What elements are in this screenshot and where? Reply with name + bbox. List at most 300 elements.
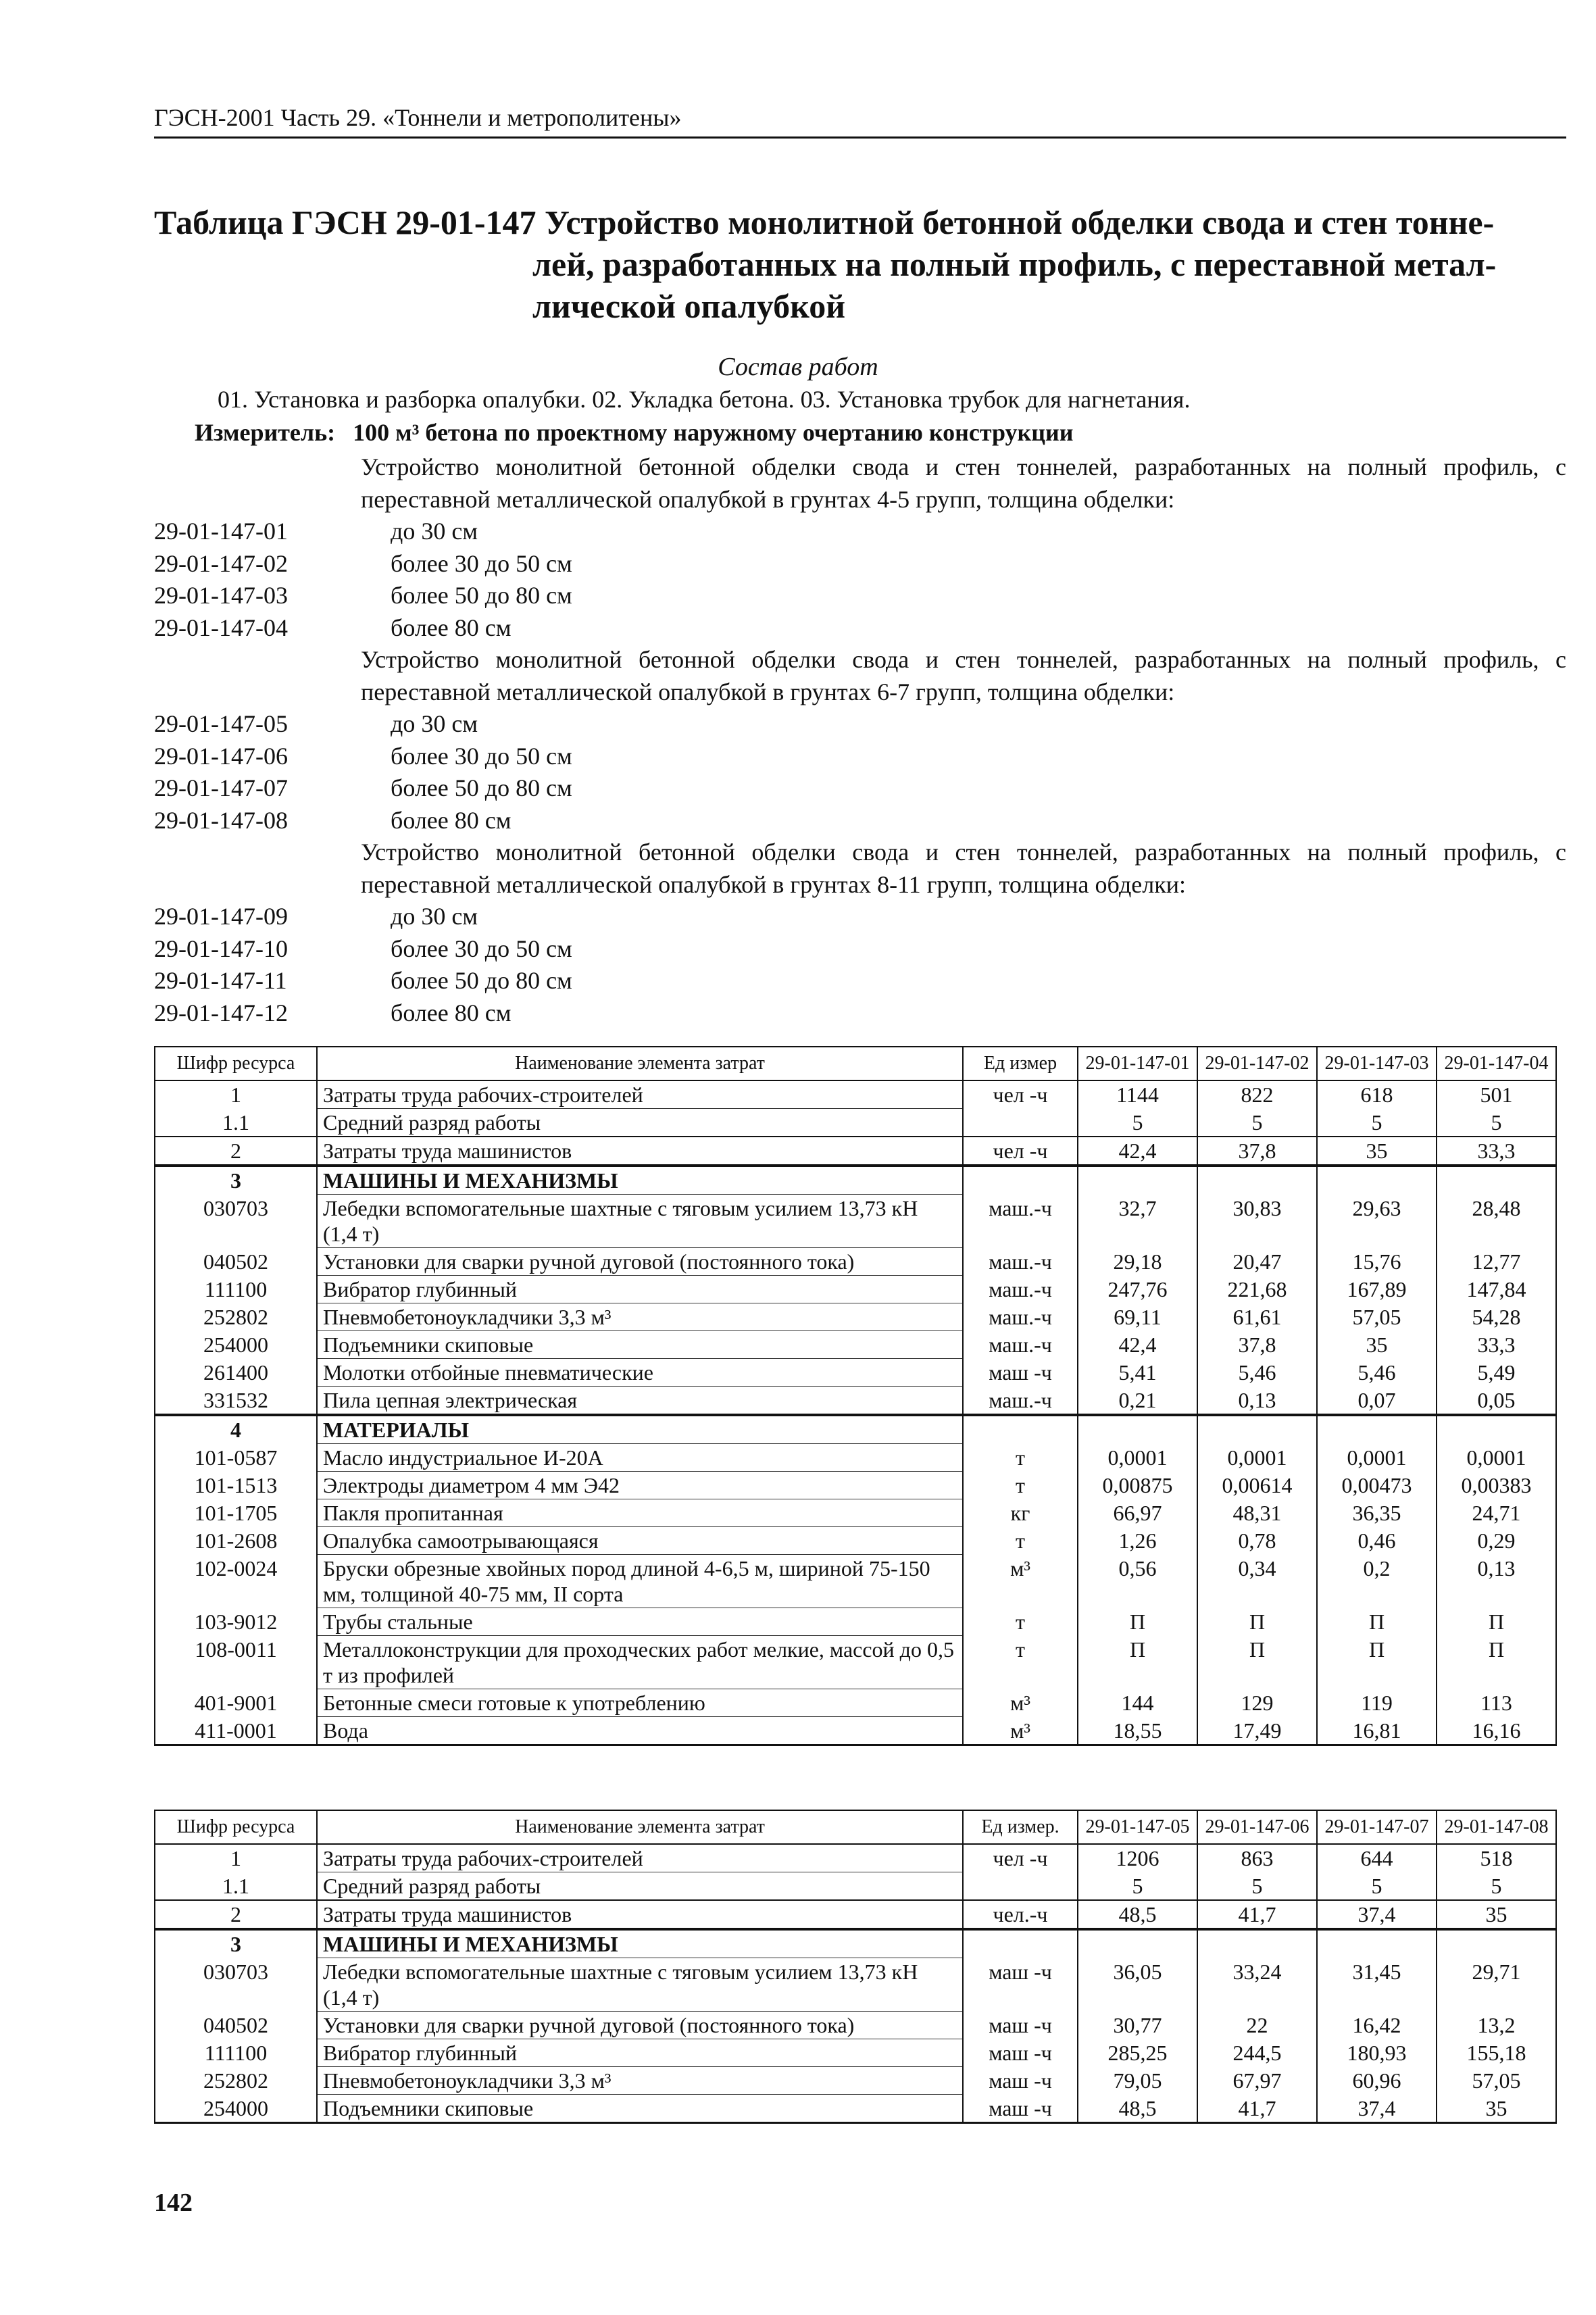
table-row xyxy=(155,1958,1556,2012)
cell-name: Опалубка самоотрывающаяся xyxy=(317,1527,963,1555)
cell-name: Лебедки вспомогательные шахтные с тяговым усилием 13,73 кН (1,4 т) xyxy=(317,1195,963,1248)
cell-value: 37,4 xyxy=(1317,1900,1437,1929)
cell-value: 33,3 xyxy=(1437,1331,1556,1359)
cell-value: 5,46 xyxy=(1317,1359,1437,1387)
cell-value: 16,42 xyxy=(1317,2012,1437,2039)
cell-value: 35 xyxy=(1317,1137,1437,1166)
cell-code: 401-9001 xyxy=(155,1689,317,1717)
cell-value: 822 xyxy=(1197,1080,1317,1109)
cell-name: Электроды диаметром 4 мм Э42 xyxy=(317,1472,963,1499)
col-header-unit: Ед измер. xyxy=(963,1810,1078,1844)
norm-code-row xyxy=(154,965,1566,997)
norm-desc: более 50 до 80 см xyxy=(391,967,572,994)
cell-name: Установки для сварки ручной дуговой (постоянного тока) xyxy=(317,1248,963,1276)
col-header-norm: 29-01-147-07 xyxy=(1317,1810,1437,1844)
cell-code: 1.1 xyxy=(155,1872,317,1901)
cell-unit: т xyxy=(963,1636,1078,1689)
cell-name: Вибратор глубинный xyxy=(317,2039,963,2067)
work-composition-items: 01. Установка и разборка опалубки. 02. Укладка бетона. 03. Установка трубок для нагнетания. xyxy=(218,386,1191,413)
cell-unit: маш -ч xyxy=(963,2012,1078,2039)
cell-value: 61,61 xyxy=(1197,1303,1317,1331)
cell-value: 180,93 xyxy=(1317,2039,1437,2067)
cell-value: 54,28 xyxy=(1437,1303,1556,1331)
table-row xyxy=(155,1689,1556,1717)
cell-value: П xyxy=(1317,1636,1437,1689)
cell-code: 4 xyxy=(155,1415,317,1444)
cell-code: 1.1 xyxy=(155,1109,317,1137)
cell-code: 101-2608 xyxy=(155,1527,317,1555)
cell-unit xyxy=(963,1929,1078,1958)
cell-value: 41,7 xyxy=(1197,1900,1317,1929)
cell-code: 040502 xyxy=(155,1248,317,1276)
cell-value: 129 xyxy=(1197,1689,1317,1717)
cell-value: 32,7 xyxy=(1078,1195,1197,1248)
norm-code: 29-01-147-03 xyxy=(154,582,288,609)
cell-value: 155,18 xyxy=(1437,2039,1556,2067)
cell-value: 5 xyxy=(1437,1109,1556,1137)
norm-code-row xyxy=(154,548,1566,580)
cell-code: 030703 xyxy=(155,1195,317,1248)
norm-code-row xyxy=(154,997,1566,1030)
cell-value: 1206 xyxy=(1078,1844,1197,1872)
norm-desc: более 80 см xyxy=(391,999,512,1026)
cell-value: 5 xyxy=(1317,1872,1437,1901)
cell-code: 2 xyxy=(155,1900,317,1929)
cell-name: Подъемники скиповые xyxy=(317,1331,963,1359)
cell-value: 16,81 xyxy=(1317,1717,1437,1745)
norm-code: 29-01-147-02 xyxy=(154,549,288,577)
cell-value: 1,26 xyxy=(1078,1527,1197,1555)
norm-code: 29-01-147-06 xyxy=(154,742,288,770)
table-row xyxy=(155,1444,1556,1472)
cell-unit: т xyxy=(963,1527,1078,1555)
cell-value: 33,24 xyxy=(1197,1958,1317,2012)
cell-code: 1 xyxy=(155,1844,317,1872)
resource-table-2 xyxy=(154,1810,1557,2124)
cell-value: 13,2 xyxy=(1437,2012,1556,2039)
cell-value: 1144 xyxy=(1078,1080,1197,1109)
cell-value xyxy=(1437,1929,1556,1958)
cell-value: 20,47 xyxy=(1197,1248,1317,1276)
table-row xyxy=(155,2039,1556,2067)
group-intro: Устройство монолитной бетонной обделки свода и стен тоннелей, разработанных на полный профиль, с переставной металлической опалубкой в грунтах 6-7 групп, толщина обделки: xyxy=(361,646,1566,705)
table-row xyxy=(155,2067,1556,2095)
cell-unit: м³ xyxy=(963,1689,1078,1717)
cell-value: 5,49 xyxy=(1437,1359,1556,1387)
table-title xyxy=(154,201,1573,327)
cell-value: П xyxy=(1197,1608,1317,1636)
cell-value: 37,4 xyxy=(1317,2095,1437,2123)
cell-value: 12,77 xyxy=(1437,1248,1556,1276)
table-row xyxy=(155,1109,1556,1137)
cell-value: 0,00614 xyxy=(1197,1472,1317,1499)
cell-unit: чел -ч xyxy=(963,1080,1078,1109)
table-title-line2: лей, разработанных на полный профиль, с переставной метал- xyxy=(532,245,1497,283)
cell-unit xyxy=(963,1872,1078,1901)
cell-value: 147,84 xyxy=(1437,1276,1556,1303)
cell-name: Молотки отбойные пневматические xyxy=(317,1359,963,1387)
group-intro: Устройство монолитной бетонной обделки свода и стен тоннелей, разработанных на полный профиль, с переставной металлической опалубкой в грунтах 8-11 групп, толщина обделки: xyxy=(361,839,1566,898)
cell-name: Средний разряд работы xyxy=(317,1872,963,1901)
col-header-norm: 29-01-147-04 xyxy=(1437,1047,1556,1080)
table-title-label: Таблица ГЭСН 29-01-147 xyxy=(154,203,537,241)
norm-desc: до 30 см xyxy=(391,903,478,930)
cell-value: 41,7 xyxy=(1197,2095,1317,2123)
cell-value: П xyxy=(1437,1608,1556,1636)
cell-value: 60,96 xyxy=(1317,2067,1437,2095)
cell-code: 040502 xyxy=(155,2012,317,2039)
table-row xyxy=(155,1415,1556,1444)
cell-value: 16,16 xyxy=(1437,1717,1556,1745)
table-header-row xyxy=(155,1810,1556,1844)
cell-unit: м³ xyxy=(963,1555,1078,1608)
col-header-name: Наименование элемента затрат xyxy=(317,1810,963,1844)
col-header-norm: 29-01-147-05 xyxy=(1078,1810,1197,1844)
page-number: 142 xyxy=(154,2189,193,2217)
table-row xyxy=(155,1331,1556,1359)
cell-value: 0,0001 xyxy=(1197,1444,1317,1472)
cell-value: 57,05 xyxy=(1437,2067,1556,2095)
cell-name: МАШИНЫ И МЕХАНИЗМЫ xyxy=(317,1929,963,1958)
cell-code: 254000 xyxy=(155,1331,317,1359)
cell-value: 247,76 xyxy=(1078,1276,1197,1303)
cell-value: П xyxy=(1078,1608,1197,1636)
cell-code: 111100 xyxy=(155,2039,317,2067)
col-header-norm: 29-01-147-01 xyxy=(1078,1047,1197,1080)
norm-desc: более 80 см xyxy=(391,614,512,641)
cell-name: Металлоконструкции для проходческих работ мелкие, массой до 0,5 т из профилей xyxy=(317,1636,963,1689)
cell-value: 0,34 xyxy=(1197,1555,1317,1608)
col-header-norm: 29-01-147-02 xyxy=(1197,1047,1317,1080)
cell-name: Бетонные смеси готовые к употреблению xyxy=(317,1689,963,1717)
norm-code-row xyxy=(154,741,1566,773)
cell-value: 79,05 xyxy=(1078,2067,1197,2095)
cell-name: Затраты труда рабочих-строителей xyxy=(317,1844,963,1872)
cell-value: 37,8 xyxy=(1197,1331,1317,1359)
cell-code: 2 xyxy=(155,1137,317,1166)
cell-value xyxy=(1078,1929,1197,1958)
cell-value: П xyxy=(1437,1636,1556,1689)
norm-codes-list xyxy=(154,451,1566,1029)
cell-value: 24,71 xyxy=(1437,1499,1556,1527)
col-header-unit: Ед измер xyxy=(963,1047,1078,1080)
cell-value: 5 xyxy=(1437,1872,1556,1901)
cell-value xyxy=(1317,1929,1437,1958)
norm-desc: более 30 до 50 см xyxy=(391,742,572,770)
cell-value: 285,25 xyxy=(1078,2039,1197,2067)
meter-line xyxy=(195,416,1074,449)
cell-value: 0,05 xyxy=(1437,1387,1556,1416)
norm-desc: более 30 до 50 см xyxy=(391,935,572,962)
cell-value xyxy=(1437,1415,1556,1444)
cell-value: 0,78 xyxy=(1197,1527,1317,1555)
cell-name: Вибратор глубинный xyxy=(317,1276,963,1303)
cell-code: 108-0011 xyxy=(155,1636,317,1689)
cell-value: 29,63 xyxy=(1317,1195,1437,1248)
cell-value: 863 xyxy=(1197,1844,1317,1872)
cell-value: 28,48 xyxy=(1437,1195,1556,1248)
norm-code: 29-01-147-04 xyxy=(154,614,288,641)
table-row xyxy=(155,1166,1556,1195)
cell-name: МАТЕРИАЛЫ xyxy=(317,1415,963,1444)
cell-name: МАШИНЫ И МЕХАНИЗМЫ xyxy=(317,1166,963,1195)
table-row xyxy=(155,1872,1556,1901)
cell-code: 101-1513 xyxy=(155,1472,317,1499)
cell-code: 252802 xyxy=(155,1303,317,1331)
cell-value: 5,46 xyxy=(1197,1359,1317,1387)
table-row xyxy=(155,1636,1556,1689)
cell-name: Бруски обрезные хвойных пород длиной 4-6,5 м, шириной 75-150 мм, толщиной 40-75 мм, II сорта xyxy=(317,1555,963,1608)
work-composition-heading: Состав работ xyxy=(718,353,878,381)
cell-value: 5,41 xyxy=(1078,1359,1197,1387)
cell-value: 18,55 xyxy=(1078,1717,1197,1745)
cell-unit: маш -ч xyxy=(963,2095,1078,2123)
cell-value: 35 xyxy=(1317,1331,1437,1359)
resource-table-1 xyxy=(154,1046,1557,1746)
cell-value: 0,2 xyxy=(1317,1555,1437,1608)
cell-unit: маш -ч xyxy=(963,2067,1078,2095)
cell-name: Подъемники скиповые xyxy=(317,2095,963,2123)
cell-value: 113 xyxy=(1437,1689,1556,1717)
norm-code-row xyxy=(154,516,1566,548)
cell-value: 31,45 xyxy=(1317,1958,1437,2012)
cell-value: 48,5 xyxy=(1078,2095,1197,2123)
cell-unit: маш.-ч xyxy=(963,1303,1078,1331)
meter-value: 100 м³ бетона по проектному наружному очертанию конструкции xyxy=(353,419,1074,446)
table-row xyxy=(155,1276,1556,1303)
col-header-name: Наименование элемента затрат xyxy=(317,1047,963,1080)
cell-unit: маш.-ч xyxy=(963,1195,1078,1248)
cell-unit: чел -ч xyxy=(963,1844,1078,1872)
norm-code-row xyxy=(154,901,1566,933)
cell-unit xyxy=(963,1109,1078,1137)
cell-value: 0,0001 xyxy=(1437,1444,1556,1472)
cell-value: 0,21 xyxy=(1078,1387,1197,1416)
cell-unit: маш -ч xyxy=(963,1359,1078,1387)
cell-unit: т xyxy=(963,1608,1078,1636)
cell-value: 119 xyxy=(1317,1689,1437,1717)
norm-code: 29-01-147-09 xyxy=(154,903,288,930)
cell-code: 331532 xyxy=(155,1387,317,1416)
table-row xyxy=(155,1472,1556,1499)
cell-value: 35 xyxy=(1437,2095,1556,2123)
table-row xyxy=(155,1195,1556,1248)
norm-code-row xyxy=(154,933,1566,966)
norm-desc: до 30 см xyxy=(391,710,478,737)
cell-value: 0,00473 xyxy=(1317,1472,1437,1499)
meter-label: Измеритель: xyxy=(195,419,336,446)
cell-value: 22 xyxy=(1197,2012,1317,2039)
cell-name: Средний разряд работы xyxy=(317,1109,963,1137)
cell-value: 5 xyxy=(1078,1872,1197,1901)
cell-value xyxy=(1078,1415,1197,1444)
cell-value xyxy=(1437,1166,1556,1195)
cell-value: 36,35 xyxy=(1317,1499,1437,1527)
norm-code-row xyxy=(154,708,1566,741)
cell-code: 3 xyxy=(155,1166,317,1195)
cell-name: Установки для сварки ручной дуговой (постоянного тока) xyxy=(317,2012,963,2039)
col-header-code: Шифр ресурса xyxy=(155,1047,317,1080)
cell-value: 66,97 xyxy=(1078,1499,1197,1527)
cell-value xyxy=(1197,1166,1317,1195)
cell-code: 411-0001 xyxy=(155,1717,317,1745)
table-row xyxy=(155,1527,1556,1555)
cell-value: 36,05 xyxy=(1078,1958,1197,2012)
running-header: ГЭСН-2001 Часть 29. «Тоннели и метрополитены» xyxy=(154,103,1566,139)
cell-value: 48,31 xyxy=(1197,1499,1317,1527)
cell-code: 030703 xyxy=(155,1958,317,2012)
norm-code-row xyxy=(154,805,1566,837)
cell-value: 5 xyxy=(1197,1109,1317,1137)
cell-value xyxy=(1317,1415,1437,1444)
table-title-line1: Устройство монолитной бетонной обделки свода и стен тонне- xyxy=(545,203,1495,241)
cell-value: 30,77 xyxy=(1078,2012,1197,2039)
table-title-line3: лической опалубкой xyxy=(532,287,846,325)
norm-desc: более 80 см xyxy=(391,806,512,834)
cell-value: 35 xyxy=(1437,1900,1556,1929)
cell-value: П xyxy=(1317,1608,1437,1636)
norm-code-row xyxy=(154,580,1566,612)
cell-name: Трубы стальные xyxy=(317,1608,963,1636)
norm-desc: более 30 до 50 см xyxy=(391,549,572,577)
cell-unit: т xyxy=(963,1444,1078,1472)
cell-value: 244,5 xyxy=(1197,2039,1317,2067)
norm-code: 29-01-147-01 xyxy=(154,518,288,545)
norm-code: 29-01-147-10 xyxy=(154,935,288,962)
cell-code: 252802 xyxy=(155,2067,317,2095)
cell-value: 48,5 xyxy=(1078,1900,1197,1929)
col-header-norm: 29-01-147-06 xyxy=(1197,1810,1317,1844)
cell-name: Масло индустриальное И-20А xyxy=(317,1444,963,1472)
cell-name: Пневмобетоноукладчики 3,3 м³ xyxy=(317,1303,963,1331)
cell-value: 501 xyxy=(1437,1080,1556,1109)
col-header-code: Шифр ресурса xyxy=(155,1810,317,1844)
cell-value: 5 xyxy=(1317,1109,1437,1137)
cell-value: 0,07 xyxy=(1317,1387,1437,1416)
cell-name: Вода xyxy=(317,1717,963,1745)
cell-value: 42,4 xyxy=(1078,1331,1197,1359)
table-row xyxy=(155,1080,1556,1109)
cell-name: Затраты труда машинистов xyxy=(317,1137,963,1166)
cell-value: 0,00383 xyxy=(1437,1472,1556,1499)
cell-code: 111100 xyxy=(155,1276,317,1303)
cell-name: Пневмобетоноукладчики 3,3 м³ xyxy=(317,2067,963,2095)
table-row xyxy=(155,1555,1556,1608)
table-row xyxy=(155,1608,1556,1636)
cell-unit: т xyxy=(963,1472,1078,1499)
cell-value: 221,68 xyxy=(1197,1276,1317,1303)
table-row xyxy=(155,1717,1556,1745)
cell-name: Пакля пропитанная xyxy=(317,1499,963,1527)
cell-name: Затраты труда рабочих-строителей xyxy=(317,1080,963,1109)
cell-unit: м³ xyxy=(963,1717,1078,1745)
cell-unit xyxy=(963,1166,1078,1195)
table-row xyxy=(155,2012,1556,2039)
cell-unit xyxy=(963,1415,1078,1444)
cell-value xyxy=(1317,1166,1437,1195)
cell-value: 167,89 xyxy=(1317,1276,1437,1303)
cell-unit: кг xyxy=(963,1499,1078,1527)
cell-value: 618 xyxy=(1317,1080,1437,1109)
norm-code: 29-01-147-08 xyxy=(154,806,288,834)
table-row xyxy=(155,1929,1556,1958)
cell-name: Лебедки вспомогательные шахтные с тяговым усилием 13,73 кН (1,4 т) xyxy=(317,1958,963,2012)
table-row xyxy=(155,1303,1556,1331)
cell-unit: маш -ч xyxy=(963,1958,1078,2012)
table-header-row xyxy=(155,1047,1556,1080)
table-row xyxy=(155,1359,1556,1387)
cell-value xyxy=(1078,1166,1197,1195)
norm-code: 29-01-147-07 xyxy=(154,774,288,801)
cell-unit: маш.-ч xyxy=(963,1331,1078,1359)
cell-code: 3 xyxy=(155,1929,317,1958)
cell-value: П xyxy=(1197,1636,1317,1689)
cell-value: 69,11 xyxy=(1078,1303,1197,1331)
group-intro: Устройство монолитной бетонной обделки свода и стен тоннелей, разработанных на полный профиль, с переставной металлической опалубкой в грунтах 4-5 групп, толщина обделки: xyxy=(361,453,1566,513)
cell-value xyxy=(1197,1929,1317,1958)
cell-value: 0,13 xyxy=(1437,1555,1556,1608)
norm-code-row xyxy=(154,772,1566,805)
cell-value: 67,97 xyxy=(1197,2067,1317,2095)
cell-value: 37,8 xyxy=(1197,1137,1317,1166)
cell-code: 261400 xyxy=(155,1359,317,1387)
table-row xyxy=(155,1900,1556,1929)
cell-value: 15,76 xyxy=(1317,1248,1437,1276)
table-row xyxy=(155,1137,1556,1166)
table-row xyxy=(155,1844,1556,1872)
norm-desc: до 30 см xyxy=(391,518,478,545)
cell-value: 0,13 xyxy=(1197,1387,1317,1416)
cell-value: 5 xyxy=(1197,1872,1317,1901)
cell-code: 102-0024 xyxy=(155,1555,317,1608)
col-header-norm: 29-01-147-08 xyxy=(1437,1810,1556,1844)
cell-code: 101-1705 xyxy=(155,1499,317,1527)
table-row xyxy=(155,2095,1556,2123)
cell-value: 0,0001 xyxy=(1317,1444,1437,1472)
cell-value xyxy=(1197,1415,1317,1444)
cell-name: Пила цепная электрическая xyxy=(317,1387,963,1416)
norm-code: 29-01-147-12 xyxy=(154,999,288,1026)
cell-value: 33,3 xyxy=(1437,1137,1556,1166)
cell-code: 1 xyxy=(155,1080,317,1109)
cell-value: 0,29 xyxy=(1437,1527,1556,1555)
cell-unit: чел.-ч xyxy=(963,1900,1078,1929)
cell-value: 5 xyxy=(1078,1109,1197,1137)
cell-value: 0,0001 xyxy=(1078,1444,1197,1472)
cell-value: 17,49 xyxy=(1197,1717,1317,1745)
cell-unit: чел -ч xyxy=(963,1137,1078,1166)
cell-value: 0,56 xyxy=(1078,1555,1197,1608)
cell-value: 57,05 xyxy=(1317,1303,1437,1331)
norm-code-row xyxy=(154,612,1566,645)
cell-value: 644 xyxy=(1317,1844,1437,1872)
cell-code: 254000 xyxy=(155,2095,317,2123)
cell-value: 29,71 xyxy=(1437,1958,1556,2012)
table-row xyxy=(155,1499,1556,1527)
cell-value: 30,83 xyxy=(1197,1195,1317,1248)
norm-code: 29-01-147-11 xyxy=(154,967,287,994)
cell-unit: маш.-ч xyxy=(963,1248,1078,1276)
cell-unit: маш -ч xyxy=(963,2039,1078,2067)
cell-value: 0,00875 xyxy=(1078,1472,1197,1499)
cell-value: 29,18 xyxy=(1078,1248,1197,1276)
cell-code: 101-0587 xyxy=(155,1444,317,1472)
table-row xyxy=(155,1387,1556,1416)
cell-name: Затраты труда машинистов xyxy=(317,1900,963,1929)
cell-value: П xyxy=(1078,1636,1197,1689)
cell-value: 144 xyxy=(1078,1689,1197,1717)
cell-value: 518 xyxy=(1437,1844,1556,1872)
